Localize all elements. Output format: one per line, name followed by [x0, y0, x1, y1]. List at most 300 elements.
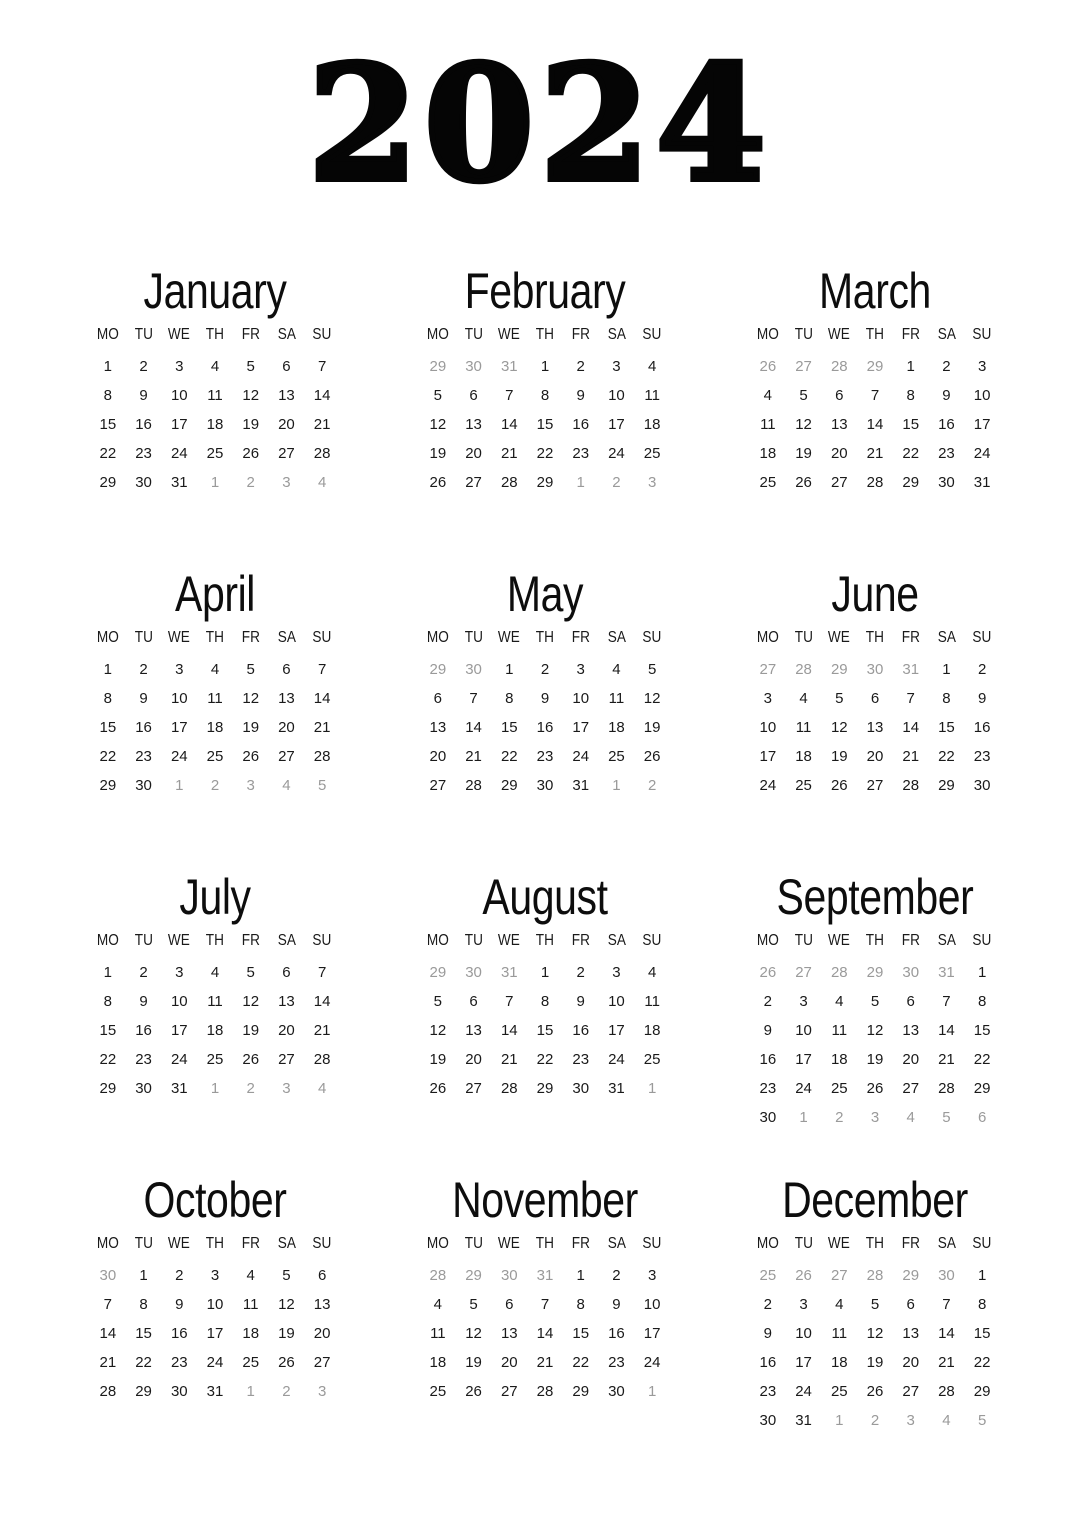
- week-row: [420, 1016, 670, 1045]
- adjacent-month-day: 31: [902, 661, 920, 678]
- weekday-label: SU: [972, 629, 992, 646]
- weekday-label: SU: [312, 629, 332, 646]
- adjacent-month-day: 29: [429, 964, 447, 981]
- day-cell: 5: [433, 387, 443, 404]
- adjacent-month-day: 27: [795, 964, 812, 981]
- month-january: [90, 262, 340, 565]
- day-cell: 26: [242, 445, 260, 462]
- weekday-label: FR: [901, 326, 920, 343]
- day-cell: 27: [500, 1383, 518, 1400]
- day-cell: 1: [103, 661, 113, 678]
- week-row: [90, 684, 340, 713]
- day-cell: 27: [429, 777, 447, 794]
- adjacent-month-day: 2: [282, 1383, 291, 1400]
- day-cell: 7: [870, 387, 880, 404]
- adjacent-month-day: 5: [942, 1109, 951, 1126]
- day-cell: 9: [139, 993, 148, 1010]
- day-cell: 10: [572, 690, 590, 707]
- day-cell: 8: [906, 387, 915, 404]
- weekday-label: TH: [535, 326, 555, 343]
- weekday-label: TU: [134, 1235, 153, 1252]
- weekday-label: SA: [607, 326, 626, 343]
- day-cell: 21: [313, 416, 331, 433]
- day-cell: 12: [242, 387, 260, 404]
- day-cell: 8: [505, 690, 514, 707]
- adjacent-month-day: 4: [942, 1412, 951, 1429]
- day-cell: 8: [977, 993, 987, 1010]
- adjacent-month-day: 30: [465, 964, 482, 981]
- day-cell: 23: [170, 1354, 188, 1371]
- day-cell: 28: [938, 1080, 955, 1097]
- weekday-label: SU: [312, 1235, 332, 1252]
- weekday-label: MO: [426, 1235, 449, 1252]
- day-cell: 29: [99, 1080, 117, 1097]
- day-cell: 19: [830, 748, 848, 765]
- day-cell: 23: [608, 1354, 625, 1371]
- day-cell: 28: [99, 1383, 117, 1400]
- weekday-label: WE: [828, 1235, 851, 1252]
- day-cell: 23: [572, 1051, 590, 1068]
- month-name: July: [179, 869, 251, 925]
- weekday-header-row: [90, 1233, 340, 1261]
- day-cell: 12: [643, 690, 661, 707]
- weekday-label: SA: [277, 1235, 296, 1252]
- weekday-label: FR: [241, 1235, 260, 1252]
- day-cell: 24: [170, 1051, 188, 1068]
- day-cell: 7: [942, 993, 951, 1010]
- weekday-label: TH: [865, 932, 885, 949]
- day-cell: 9: [612, 1296, 621, 1313]
- week-row: [420, 1074, 670, 1103]
- day-cell: 13: [278, 387, 295, 404]
- day-cell: 30: [759, 1109, 777, 1126]
- adjacent-month-day: 1: [576, 474, 585, 491]
- weekday-label: MO: [426, 932, 449, 949]
- day-cell: 26: [866, 1383, 884, 1400]
- day-cell: 10: [206, 1296, 224, 1313]
- day-cell: 29: [99, 777, 117, 794]
- day-cell: 25: [429, 1383, 447, 1400]
- day-cell: 30: [135, 777, 152, 794]
- day-cell: 23: [135, 1051, 152, 1068]
- adjacent-month-day: 29: [902, 1267, 920, 1284]
- weekday-label: SA: [607, 932, 626, 949]
- day-cell: 26: [465, 1383, 482, 1400]
- day-cell: 23: [572, 445, 590, 462]
- adjacent-month-day: 1: [210, 474, 220, 491]
- weekday-label: SU: [972, 326, 992, 343]
- day-cell: 12: [830, 719, 848, 736]
- week-row: [90, 713, 340, 742]
- day-cell: 15: [572, 1325, 590, 1342]
- weekday-header-row: [420, 930, 670, 958]
- week-row: [90, 987, 340, 1016]
- day-cell: 18: [608, 719, 625, 736]
- adjacent-month-day: 26: [759, 358, 777, 375]
- adjacent-month-day: 25: [759, 1267, 777, 1284]
- adjacent-month-day: 29: [830, 661, 848, 678]
- weekday-label: MO: [96, 326, 119, 343]
- day-cell: 1: [942, 661, 951, 678]
- day-cell: 3: [210, 1267, 220, 1284]
- day-cell: 15: [536, 1022, 554, 1039]
- adjacent-month-day: 28: [830, 358, 848, 375]
- day-cell: 27: [866, 777, 884, 794]
- month-october: [90, 1171, 340, 1474]
- day-cell: 2: [977, 661, 987, 678]
- day-cell: 19: [242, 1022, 260, 1039]
- day-cell: 8: [576, 1296, 585, 1313]
- adjacent-month-day: 3: [282, 1080, 291, 1097]
- week-row: [750, 352, 1000, 381]
- day-cell: 8: [540, 993, 550, 1010]
- adjacent-month-day: 3: [246, 777, 255, 794]
- weekday-label: SU: [312, 326, 332, 343]
- day-cell: 21: [465, 748, 482, 765]
- weekday-label: MO: [756, 326, 779, 343]
- week-row: [750, 1290, 1000, 1319]
- day-cell: 30: [608, 1383, 625, 1400]
- day-cell: 6: [469, 387, 478, 404]
- adjacent-month-day: 31: [500, 964, 518, 981]
- day-cell: 7: [317, 661, 327, 678]
- day-cell: 11: [207, 690, 223, 707]
- weekday-label: TH: [535, 629, 555, 646]
- day-cell: 6: [906, 993, 915, 1010]
- day-cell: 20: [500, 1354, 518, 1371]
- day-cell: 21: [313, 1022, 331, 1039]
- day-cell: 3: [799, 1296, 808, 1313]
- day-cell: 9: [576, 387, 585, 404]
- day-cell: 5: [433, 993, 443, 1010]
- day-cell: 22: [938, 748, 955, 765]
- week-row: [750, 713, 1000, 742]
- weekday-label: SA: [607, 629, 626, 646]
- day-cell: 22: [99, 445, 117, 462]
- day-cell: 14: [500, 1022, 518, 1039]
- day-cell: 21: [99, 1354, 117, 1371]
- day-cell: 15: [536, 416, 554, 433]
- day-cell: 16: [536, 719, 554, 736]
- month-november: [420, 1171, 670, 1474]
- day-cell: 4: [246, 1267, 255, 1284]
- day-cell: 1: [103, 358, 113, 375]
- day-cell: 15: [902, 416, 920, 433]
- day-cell: 5: [282, 1267, 291, 1284]
- week-row: [90, 381, 340, 410]
- day-cell: 4: [835, 993, 844, 1010]
- day-cell: 1: [540, 964, 550, 981]
- day-cell: 4: [647, 964, 657, 981]
- day-cell: 10: [973, 387, 991, 404]
- week-row: [420, 439, 670, 468]
- day-cell: 9: [139, 690, 148, 707]
- day-cell: 16: [759, 1051, 777, 1068]
- day-cell: 22: [902, 445, 920, 462]
- weekday-label: WE: [168, 932, 191, 949]
- month-name: February: [464, 263, 626, 319]
- month-september: [750, 868, 1000, 1171]
- day-cell: 25: [206, 445, 224, 462]
- day-cell: 15: [99, 719, 117, 736]
- day-cell: 3: [612, 358, 621, 375]
- week-row: [420, 771, 670, 800]
- day-cell: 18: [759, 445, 777, 462]
- day-cell: 14: [313, 993, 331, 1010]
- adjacent-month-day: 29: [465, 1267, 482, 1284]
- weekday-label: WE: [168, 629, 191, 646]
- day-cell: 28: [313, 1051, 331, 1068]
- day-cell: 16: [572, 416, 590, 433]
- adjacent-month-day: 1: [246, 1383, 255, 1400]
- weekday-header-row: [750, 627, 1000, 655]
- weekday-label: FR: [901, 1235, 920, 1252]
- day-cell: 28: [938, 1383, 955, 1400]
- day-cell: 14: [902, 719, 920, 736]
- day-cell: 14: [500, 416, 518, 433]
- day-cell: 8: [103, 993, 113, 1010]
- day-cell: 6: [282, 964, 291, 981]
- day-cell: 11: [207, 387, 223, 404]
- day-cell: 24: [206, 1354, 224, 1371]
- day-cell: 6: [835, 387, 844, 404]
- day-cell: 8: [942, 690, 951, 707]
- adjacent-month-day: 2: [246, 474, 255, 491]
- month-july: [90, 868, 340, 1171]
- day-cell: 19: [429, 1051, 447, 1068]
- day-cell: 30: [938, 474, 955, 491]
- day-cell: 27: [830, 474, 848, 491]
- weekday-label: TU: [464, 1235, 483, 1252]
- day-cell: 21: [500, 1051, 518, 1068]
- day-cell: 31: [170, 474, 188, 491]
- day-cell: 23: [135, 445, 152, 462]
- weekday-label: SA: [937, 932, 956, 949]
- day-cell: 20: [830, 445, 848, 462]
- weekday-label: FR: [571, 629, 590, 646]
- weekday-label: MO: [96, 1235, 119, 1252]
- adjacent-month-day: 3: [317, 1383, 327, 1400]
- day-cell: 22: [973, 1051, 991, 1068]
- day-cell: 21: [500, 445, 518, 462]
- day-cell: 25: [830, 1383, 848, 1400]
- day-cell: 14: [313, 387, 331, 404]
- weekday-label: SA: [607, 1235, 626, 1252]
- day-cell: 29: [973, 1080, 991, 1097]
- day-cell: 31: [206, 1383, 224, 1400]
- day-cell: 26: [242, 1051, 260, 1068]
- day-cell: 12: [795, 416, 812, 433]
- adjacent-month-day: 28: [866, 1267, 884, 1284]
- week-row: [420, 1348, 670, 1377]
- day-cell: 24: [170, 748, 188, 765]
- adjacent-month-day: 30: [938, 1267, 955, 1284]
- day-cell: 27: [465, 1080, 482, 1097]
- day-cell: 13: [500, 1325, 518, 1342]
- day-cell: 27: [902, 1383, 920, 1400]
- day-cell: 4: [210, 661, 220, 678]
- day-cell: 1: [977, 1267, 987, 1284]
- day-cell: 16: [135, 719, 152, 736]
- weekday-label: MO: [426, 629, 449, 646]
- day-cell: 26: [429, 474, 447, 491]
- day-cell: 8: [139, 1296, 148, 1313]
- day-cell: 22: [500, 748, 518, 765]
- weekday-label: WE: [498, 1235, 521, 1252]
- day-cell: 31: [608, 1080, 625, 1097]
- day-cell: 3: [612, 964, 621, 981]
- day-cell: 4: [210, 358, 220, 375]
- day-cell: 4: [433, 1296, 443, 1313]
- weekday-label: SU: [642, 629, 662, 646]
- adjacent-month-day: 4: [906, 1109, 915, 1126]
- day-cell: 11: [760, 416, 776, 433]
- adjacent-month-day: 29: [866, 358, 884, 375]
- week-row: [750, 381, 1000, 410]
- week-row: [750, 1016, 1000, 1045]
- week-row: [420, 352, 670, 381]
- day-cell: 29: [135, 1383, 152, 1400]
- adjacent-month-day: 2: [210, 777, 220, 794]
- day-cell: 2: [942, 358, 951, 375]
- day-cell: 26: [866, 1080, 884, 1097]
- day-cell: 7: [505, 387, 514, 404]
- adjacent-month-day: 2: [246, 1080, 255, 1097]
- day-cell: 17: [795, 1051, 812, 1068]
- adjacent-month-day: 2: [647, 777, 657, 794]
- day-cell: 1: [906, 358, 915, 375]
- day-cell: 16: [973, 719, 991, 736]
- day-cell: 31: [170, 1080, 188, 1097]
- day-cell: 18: [830, 1354, 848, 1371]
- month-name: June: [831, 566, 919, 622]
- adjacent-month-day: 1: [647, 1383, 657, 1400]
- weekday-label: WE: [828, 629, 851, 646]
- weekday-header-row: [420, 1233, 670, 1261]
- day-cell: 3: [175, 964, 184, 981]
- day-cell: 26: [830, 777, 848, 794]
- day-cell: 17: [170, 719, 188, 736]
- month-june: [750, 565, 1000, 868]
- day-cell: 16: [572, 1022, 590, 1039]
- adjacent-month-day: 4: [317, 474, 327, 491]
- weekday-label: TU: [464, 326, 483, 343]
- weekday-label: SU: [642, 932, 662, 949]
- adjacent-month-day: 2: [612, 474, 621, 491]
- adjacent-month-day: 30: [99, 1267, 117, 1284]
- weekday-header-row: [420, 324, 670, 352]
- adjacent-month-day: 30: [465, 661, 482, 678]
- day-cell: 3: [175, 358, 184, 375]
- day-cell: 24: [608, 445, 625, 462]
- day-cell: 27: [278, 1051, 295, 1068]
- day-cell: 3: [799, 993, 808, 1010]
- day-cell: 7: [942, 1296, 951, 1313]
- day-cell: 9: [576, 993, 585, 1010]
- day-cell: 1: [103, 964, 113, 981]
- adjacent-month-day: 4: [317, 1080, 327, 1097]
- weekday-label: TU: [134, 932, 153, 949]
- day-cell: 19: [429, 445, 447, 462]
- adjacent-month-day: 1: [210, 1080, 220, 1097]
- adjacent-month-day: 6: [977, 1109, 987, 1126]
- day-cell: 20: [278, 719, 295, 736]
- month-name: December: [782, 1172, 968, 1228]
- adjacent-month-day: 30: [465, 358, 482, 375]
- day-cell: 22: [99, 1051, 117, 1068]
- day-cell: 13: [866, 719, 884, 736]
- day-cell: 10: [608, 993, 625, 1010]
- week-row: [90, 1074, 340, 1103]
- weekday-label: SA: [937, 629, 956, 646]
- weekday-label: SU: [972, 932, 992, 949]
- day-cell: 25: [830, 1080, 848, 1097]
- day-cell: 25: [608, 748, 625, 765]
- day-cell: 10: [170, 387, 188, 404]
- week-row: [420, 987, 670, 1016]
- day-cell: 6: [870, 690, 880, 707]
- day-cell: 19: [643, 719, 661, 736]
- week-row: [90, 1045, 340, 1074]
- weekday-label: TH: [865, 326, 885, 343]
- day-cell: 26: [429, 1080, 447, 1097]
- day-cell: 26: [242, 748, 260, 765]
- weekday-label: WE: [168, 326, 191, 343]
- day-cell: 13: [429, 719, 447, 736]
- day-cell: 17: [170, 416, 188, 433]
- weekday-label: TU: [794, 1235, 813, 1252]
- day-cell: 15: [135, 1325, 152, 1342]
- day-cell: 24: [170, 445, 188, 462]
- day-cell: 7: [906, 690, 915, 707]
- day-cell: 29: [536, 1080, 554, 1097]
- day-cell: 1: [139, 1267, 148, 1284]
- day-cell: 28: [465, 777, 482, 794]
- month-april: [90, 565, 340, 868]
- day-cell: 1: [576, 1267, 585, 1284]
- weekday-header-row: [420, 627, 670, 655]
- day-cell: 16: [135, 416, 152, 433]
- adjacent-month-day: 27: [795, 358, 812, 375]
- weekday-label: TH: [205, 932, 225, 949]
- day-cell: 13: [902, 1022, 920, 1039]
- day-cell: 4: [210, 964, 220, 981]
- day-cell: 22: [572, 1354, 590, 1371]
- day-cell: 21: [902, 748, 920, 765]
- day-cell: 24: [795, 1080, 812, 1097]
- day-cell: 4: [799, 690, 808, 707]
- day-cell: 2: [576, 358, 585, 375]
- week-row: [750, 439, 1000, 468]
- day-cell: 30: [135, 1080, 152, 1097]
- month-august: [420, 868, 670, 1171]
- day-cell: 22: [536, 1051, 554, 1068]
- adjacent-month-day: 26: [795, 1267, 812, 1284]
- day-cell: 25: [643, 445, 661, 462]
- day-cell: 3: [763, 690, 773, 707]
- day-cell: 18: [429, 1354, 447, 1371]
- weekday-label: WE: [828, 326, 851, 343]
- day-cell: 7: [505, 993, 514, 1010]
- day-cell: 13: [313, 1296, 331, 1313]
- month-may: [420, 565, 670, 868]
- adjacent-month-day: 28: [429, 1267, 447, 1284]
- week-row: [420, 958, 670, 987]
- day-cell: 5: [246, 964, 255, 981]
- day-cell: 20: [902, 1354, 920, 1371]
- day-cell: 28: [500, 474, 518, 491]
- day-cell: 9: [763, 1325, 773, 1342]
